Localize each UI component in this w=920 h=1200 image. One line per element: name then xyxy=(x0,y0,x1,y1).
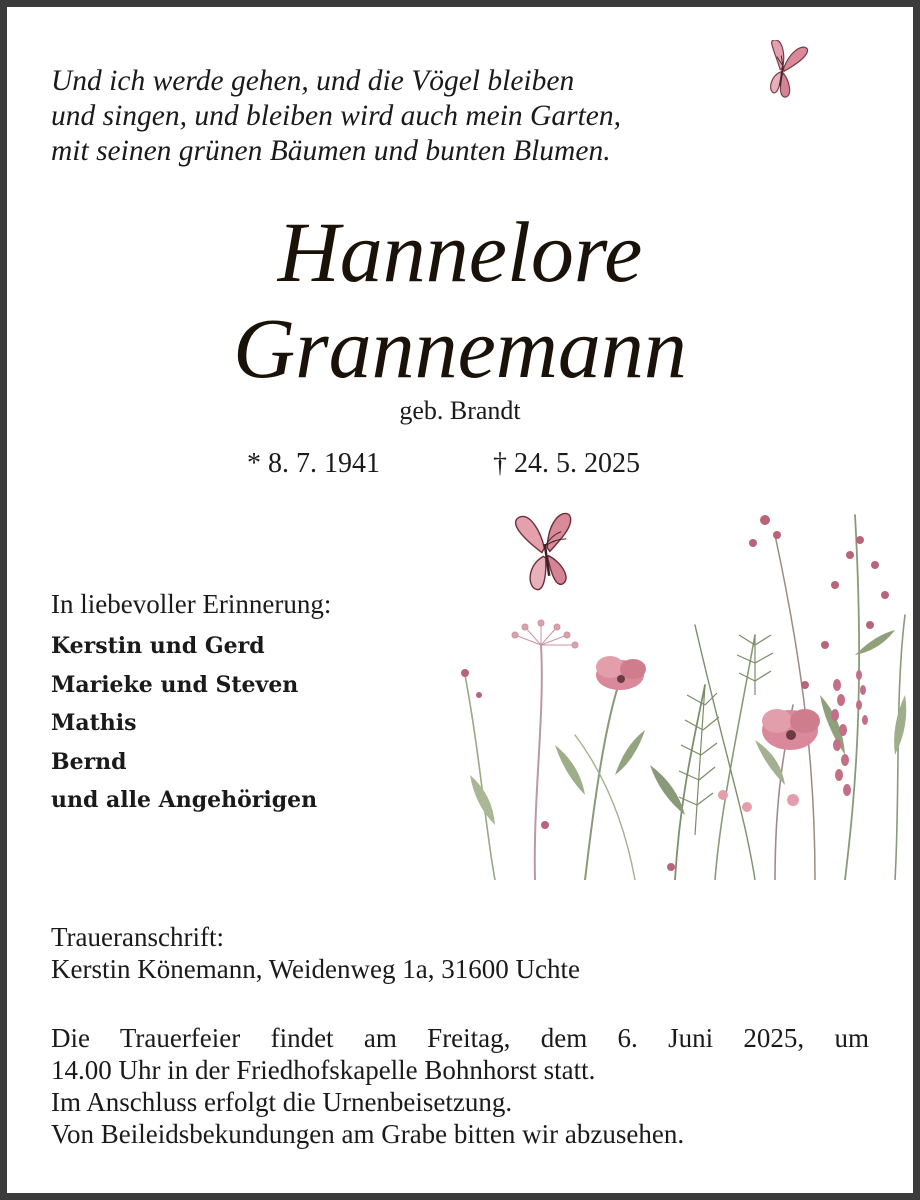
poem-line-3: mit seinen grünen Bäumen und bunten Blumen. xyxy=(51,135,611,167)
death-date: † 24. 5. 2025 xyxy=(493,448,640,479)
mourner-name: und alle Angehörigen xyxy=(51,787,318,813)
mourner-name: Kerstin und Gerd xyxy=(51,633,265,659)
poem-line-1: Und ich werde gehen, und die Vögel bleiben xyxy=(51,65,575,97)
birth-date: * 8. 7. 1941 xyxy=(247,448,380,479)
ceremony-line-2: 14.00 Uhr in der Friedhofskapelle Bohnhorst statt. xyxy=(51,1055,596,1085)
mourner-name: Mathis xyxy=(51,710,137,736)
ceremony-line-3: Im Anschluss erfolgt die Urnenbeisetzung. xyxy=(51,1087,513,1117)
mourners-list xyxy=(51,627,317,820)
ceremony-line-1: Die Trauerfeier findet am Freitag, dem 6. Juni 2025, um xyxy=(51,1023,869,1053)
poem xyxy=(51,64,751,169)
address-block xyxy=(51,921,580,985)
first-name: Hannelore xyxy=(277,204,643,300)
wildflowers-illustration xyxy=(455,495,913,880)
maiden-name: geb. Brandt xyxy=(399,396,521,425)
address-value: Kerstin Könemann, Weidenweg 1a, 31600 Uchte xyxy=(51,954,580,984)
mourner-name: Marieke und Steven xyxy=(51,671,299,698)
ceremony-block xyxy=(51,1022,869,1150)
ceremony-line-4: Von Beileidsbekundungen am Grabe bitten wir abzusehen. xyxy=(51,1119,685,1149)
mourner-name: Bernd xyxy=(51,748,127,775)
address-label: Traueranschrift: xyxy=(51,922,224,952)
last-name: Grannemann xyxy=(233,300,687,396)
poem-line-2: und singen, und bleiben wird auch mein Garten, xyxy=(51,100,621,132)
butterfly-icon xyxy=(756,40,808,102)
memory-heading: In liebevoller Erinnerung: xyxy=(51,589,332,619)
